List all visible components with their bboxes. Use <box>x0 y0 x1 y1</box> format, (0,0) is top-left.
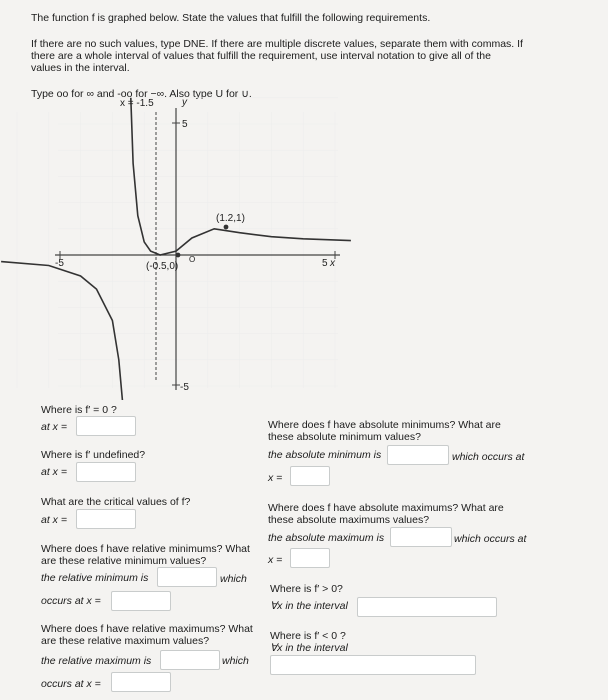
q6-value-input[interactable] <box>387 445 449 465</box>
q1-answer-input[interactable] <box>76 416 136 436</box>
point-relative-max <box>224 225 229 230</box>
instruction-line-5: Type oo for ∞ and -oo for −∞. Also type U for ∪. <box>31 88 252 100</box>
tick-x-pos: 5 <box>322 258 328 269</box>
q2-answer-input[interactable] <box>76 462 136 482</box>
q3-at-label: at x = <box>41 514 67 526</box>
q7-location-input[interactable] <box>290 548 330 568</box>
q4-line-2: are these relative minimum values? <box>41 555 207 567</box>
q4-label: the relative minimum is <box>41 572 149 584</box>
q2-at-label: at x = <box>41 466 67 478</box>
q6-x-label: x = <box>268 472 283 484</box>
q5-location-input[interactable] <box>111 672 171 692</box>
q5-label: the relative maximum is <box>41 655 152 667</box>
x-axis-label: x <box>330 258 335 269</box>
q3-answer-input[interactable] <box>76 509 136 529</box>
q8-prompt: Where is f′ > 0? <box>270 583 343 595</box>
q7-value-input[interactable] <box>390 527 452 547</box>
q4-location-input[interactable] <box>111 591 171 611</box>
asymptote-label: x = -1.5 <box>120 98 154 109</box>
q9-prompt: Where is f′ < 0 ? <box>270 630 346 642</box>
instruction-line-4: values in the interval. <box>31 62 130 74</box>
tick-x-neg: -5 <box>55 258 64 269</box>
q9-interval-input[interactable] <box>270 655 476 675</box>
point-max-label: (1.2,1) <box>216 213 245 224</box>
q7-x-label: x = <box>268 554 283 566</box>
q4-value-input[interactable] <box>157 567 217 587</box>
q6-label: the absolute minimum is <box>268 449 382 461</box>
q7-line-1: Where does f have absolute maximums? What are <box>268 502 504 514</box>
q2-prompt: Where is f′ undefined? <box>41 449 146 461</box>
q5-which: which <box>222 655 249 667</box>
left-branch-curve <box>1 262 123 400</box>
q6-line-2: these absolute minimum values? <box>268 431 421 443</box>
q6-line-1: Where does f have absolute minimums? What are <box>268 419 501 431</box>
q4-line-1: Where does f have relative minimums? What <box>41 543 250 555</box>
q3-prompt: What are the critical values of f? <box>41 496 191 508</box>
q6-which: which occurs at <box>452 451 525 463</box>
instruction-line-1: The function f is graphed below. State the values that fulfill the following requirements. <box>31 12 431 24</box>
q5-value-input[interactable] <box>160 650 220 670</box>
q7-line-2: these absolute maximums values? <box>268 514 430 526</box>
q4-occurs-label: occurs at x = <box>41 595 101 607</box>
q9-interval-label: ∀x in the interval <box>270 642 348 654</box>
q7-which: which occurs at <box>454 533 527 545</box>
q6-location-input[interactable] <box>290 466 330 486</box>
q8-interval-label: ∀x in the interval <box>270 600 348 612</box>
point-zero-label: (-0.5,0) <box>146 261 179 272</box>
y-axis-label: y <box>182 97 187 108</box>
point-relative-min <box>176 253 181 258</box>
point-zero-sup: O <box>189 255 196 264</box>
q5-line-2: are these relative maximum values? <box>41 635 210 647</box>
q1-prompt: Where is f′ = 0 ? <box>41 404 117 416</box>
q5-line-1: Where does f have relative maximums? What <box>41 623 253 635</box>
q8-interval-input[interactable] <box>357 597 497 617</box>
q5-occurs-label: occurs at x = <box>41 678 101 690</box>
instruction-line-3: there are a whole interval of values that fulfill the requirement, use interval notation to give all of the <box>31 50 491 62</box>
q1-at-label: at x = <box>41 421 67 433</box>
tick-y-neg: -5 <box>180 382 189 393</box>
q4-which: which <box>220 573 247 585</box>
instruction-line-2: If there are no such values, type DNE. If there are multiple discrete values, separate them with commas. If <box>31 38 523 50</box>
tick-y-pos: 5 <box>182 119 188 130</box>
q7-label: the absolute maximum is <box>268 532 385 544</box>
